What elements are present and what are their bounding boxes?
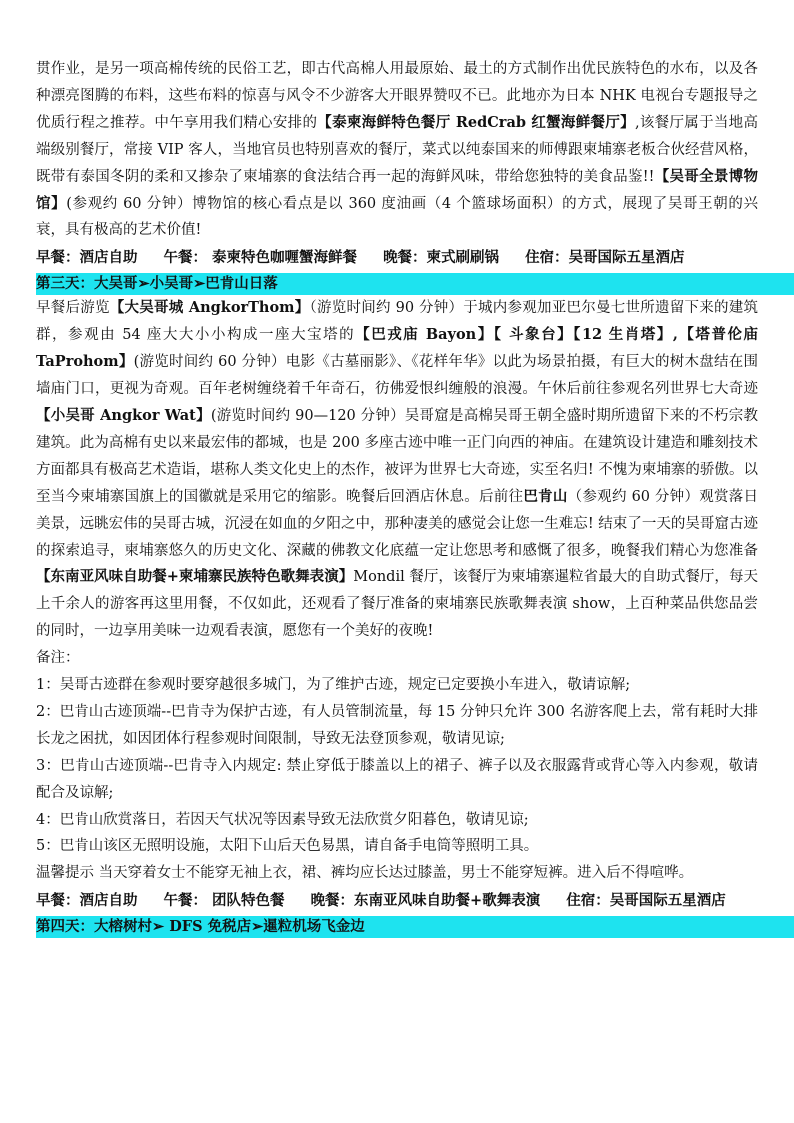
text-segment: Mondil 餐厅，该餐厅为柬埔寨暹粒省最大的自助式餐厅，每天上千余人的游客再这里用餐，不仅如此，还观看了餐厅准备的柬埔寨民族歌舞表演 show，上百种菜品供您品尝的同时，一边享用美味一边观看表演，愿您有一个美好的夜晚! [36, 569, 758, 640]
site-name: 巴肯山 [523, 487, 568, 505]
day3-description [36, 295, 758, 645]
text-segment: 早餐后游览 [36, 300, 110, 317]
text-segment: 贯作业，是另一项高棉传统的民俗工艺，即古代高棉人用最原始、最土的方式制作出优民族特色的水布，以及各种漂亮图腾的布料，这些布料的惊喜与风令不少游客大开眼界赞叹不已。此地亦为日本 NHK 电视台专题报导之优质行程之推荐。中午享用我们精心安排的 [36, 61, 758, 131]
itinerary-page [36, 56, 758, 938]
text-segment: ,该餐厅属于当地高端级别餐厅，常接 VIP 客人，当地官员也特别喜欢的餐厅，菜式以纯泰国来的师傅跟柬埔寨老板合伙经营风格，既带有泰国冬阴的柔和又掺杂了柬埔寨的食法结合再一起的海鲜风味，带给您独特的美食品鉴!! [36, 114, 758, 185]
dinner-name: 【东南亚风味自助餐+柬埔寨民族特色歌舞表演】 [36, 568, 354, 586]
lodging: 住宿：吴哥国际五星酒店 [566, 892, 726, 910]
day3-header: 第三天：大吴哥➢小吴哥➢巴肯山日落 [36, 273, 794, 295]
text-segment: (参观约 60 分钟）博物馆的核心看点是以 360 度油画（4 个篮球场面积）的方式，展现了吴哥王朝的兴衰，具有极高的艺术价值! [36, 195, 758, 239]
lunch: 午餐： 团队特色餐 [163, 892, 285, 910]
restaurant-name: 【泰柬海鲜特色餐厅 RedCrab 红蟹海鲜餐厅】 [317, 113, 635, 131]
site-name: 【巴戎庙 Bayon】【 斗象台】【12 生肖塔】,【塔普伦庙 TaProhom】 [36, 326, 758, 371]
site-name: 【小吴哥 Angkor Wat】 [36, 406, 211, 424]
note-item: 5：巴肯山该区无照明设施，太阳下山后天色易黑，请自备手电筒等照明工具。 [36, 838, 539, 855]
note-item: 3：巴肯山古迹顶端--巴肯寺入内规定: 禁止穿低于膝盖以上的裙子、裤子以及衣服露背或背心等入内参观，敬请配合及谅解; [36, 757, 758, 801]
text-segment: （游览时间约 90 分钟）于城内参观加亚巴尔曼七世所遗留下来的建筑群，参观由 54 座大大小小构成一座大宝塔的 [36, 300, 759, 344]
lodging: 住宿：吴哥国际五星酒店 [525, 249, 685, 267]
note-item: 4：巴肯山欣赏落日，若因天气状况等因素导致无法欣赏夕阳暮色，敬请见谅; [36, 811, 529, 828]
breakfast: 早餐：酒店自助 [36, 892, 138, 910]
day4-header: 第四天：大榕树村➢ DFS 免税店➢暹粒机场飞金边 [36, 916, 794, 938]
reminder: 温馨提示 当天穿着女士不能穿无袖上衣，裙、裤均应长达过膝盖，男士不能穿短裤。进入后不得喧哗。 [36, 865, 694, 882]
day3-meals-line [36, 887, 758, 914]
site-name: 【大吴哥城 AngkorThom】 [109, 299, 310, 317]
lunch: 午餐： 泰柬特色咖喱蟹海鲜餐 [163, 249, 358, 267]
note-item: 1：吴哥古迹群在参观时要穿越很多城门，为了维护古迹，规定已定要换小车进入，敬请谅解; [36, 677, 631, 694]
text-segment: (游览时间约 90—120 分钟）吴哥窟是高棉吴哥王朝全盛时期所遗留下来的不朽宗教建筑。此为高棉有史以来最宏伟的都城，也是 200 多座古迹中唯一正门向西的神庙。在建筑设计建造和雕刻技术方面都具有极高艺术造诣，堪称人类文化史上的杰作，被评为世界七大奇迹，实至名归! 不愧为柬埔寨的骄傲。以至当今柬埔寨国旗上的国徽就是采用它的缩影。晚餐后回酒店休息。后前往 [36, 407, 758, 505]
day2-meals-line [36, 244, 758, 271]
dinner: 晚餐：柬式刷刷锅 [383, 249, 500, 267]
day2-description [36, 56, 758, 244]
breakfast: 早餐：酒店自助 [36, 249, 138, 267]
text-segment: （参观约 60 分钟）观赏落日美景，远眺宏伟的吴哥古城，沉浸在如血的夕阳之中，那种凄美的感觉会让您一生难忘! 结束了一天的吴哥窟古迹的探索追寻，柬埔寨悠久的历史文化、深藏的佛教文化底蕴一定让您思考和感慨了很多，晚餐我们精心为您准备 [36, 488, 759, 559]
note-item: 2：巴肯山古迹顶端--巴肯寺为保护古迹，有人员管制流量，每 15 分钟只允许 300 名游客爬上去，常有耗时大排长龙之困扰，如因团体行程参观时间限制，导致无法登顶参观，敬请见谅; [36, 703, 758, 747]
notes-title: 备注： [36, 650, 80, 667]
museum-name: 【吴哥全景博物馆】 [36, 167, 758, 212]
dinner: 晚餐：东南亚风味自助餐+歌舞表演 [310, 892, 541, 910]
text-segment: (游览时间约 60 分钟）电影《古墓丽影》、《花样年华》以此为场景拍摄，有巨大的树木盘结在围墙庙门口，更视为奇观。百年老树缠绕着千年奇石，彷佛爱恨纠缠般的浪漫。午休后前往参观名列世界七大奇迹 [36, 354, 758, 398]
